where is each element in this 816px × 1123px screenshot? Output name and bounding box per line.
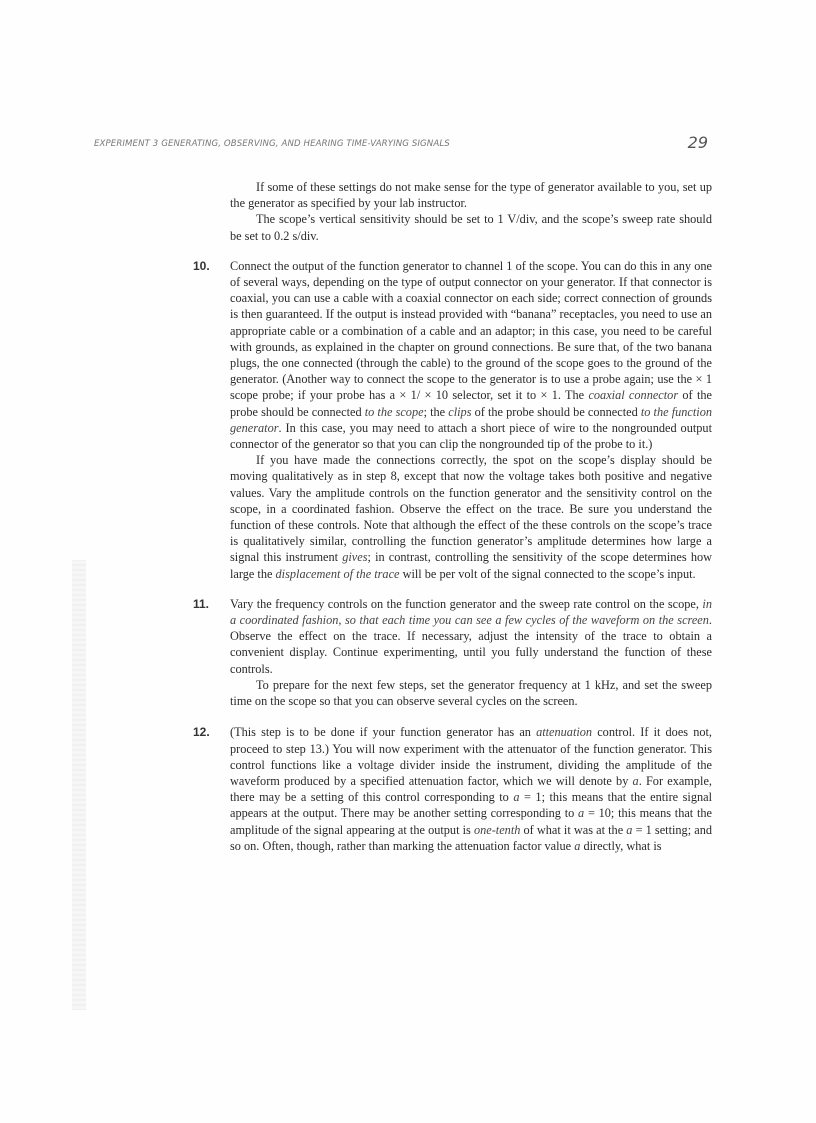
page-number: 29: [687, 133, 708, 152]
main-text: [193, 179, 712, 854]
step-number: 10.: [193, 258, 210, 273]
step-11-paragraph-2: To prepare for the next few steps, set the generator frequency at 1 kHz, and set the sweep time on the scope so that you can observe several cycles on the screen.: [230, 677, 712, 709]
italic-run: a: [574, 838, 581, 853]
text-run: (This step is to be done if your function generator has an: [230, 725, 537, 740]
step-number: 12.: [193, 725, 210, 740]
step-10: [193, 258, 712, 582]
step-12: [193, 724, 712, 854]
step-number: 11.: [193, 596, 210, 611]
page-gutter-shadow: [72, 560, 86, 1010]
text-run: of the probe should be connected: [471, 404, 641, 419]
italic-run: a: [626, 822, 633, 837]
text-run: Connect the output of the function generator to channel 1 of the scope. You can do this in any one of several ways, depending on the type of output connector on your generator. If that connector is coaxial, you can use a cable with a coaxial connector on each side; correct connection of grounds is then guaranteed. If the output is instead provided with “banana” receptacles, you need to use an appropriate cable or a combination of a cable and an adaptor; in this case, you need to be careful with grounds, as explained in the chapter on ground connections. Be sure that, of the two banana plugs, the one connected (through the cable) to the ground of the scope goes to the ground of the generator. (Another way to connect the scope to the generator is to use a probe again; use the × 1 scope probe; if your probe has a × 1/ × 10 selector, set it to × 1. The: [230, 258, 712, 403]
text-run: of what it was at the: [520, 822, 627, 837]
italic-run: a: [578, 806, 585, 821]
step-12-paragraph-1: [230, 724, 712, 854]
italic-run: attenuation: [536, 725, 593, 740]
italic-run: clips: [448, 404, 472, 419]
step-10-paragraph-1: [230, 258, 712, 452]
text-run: ; in contrast, controlling the sensitivity of the scope determines how large the: [230, 550, 712, 581]
text-run: ; the: [423, 404, 449, 419]
step-11: [193, 596, 712, 709]
text-run: of the probe should be connected: [230, 388, 712, 419]
italic-run: a: [632, 773, 639, 788]
italic-run: to the function generator: [230, 404, 712, 435]
text-run: . Observe the effect on the trace. If necessary, adjust the intensity of the trace to obtain a convenient display. Continue experimenting, until you fully understand the function of these controls.: [230, 613, 712, 676]
italic-run: gives: [342, 550, 368, 565]
italic-run: one-tenth: [473, 822, 521, 837]
italic-run: displacement of the trace: [275, 566, 400, 581]
intro-paragraph-1: If some of these settings do not make sense for the type of generator available to you, set up the generator as specified by your lab instructor.: [230, 180, 712, 211]
intro-paragraph-2: The scope’s vertical sensitivity should be set to 1 V/div, and the scope’s sweep rate should be set to 0.2 s/div.: [230, 212, 712, 243]
text-run: directly, what is: [580, 838, 662, 853]
text-run: . In this case, you may need to attach a short piece of wire to the nongrounded output connector of the generator so that you can clip the nongrounded tip of the probe to it.): [230, 420, 712, 452]
text-run: = 1; this means that the entire signal appears at the output. There may be another setting corresponding to: [230, 790, 712, 821]
step-10-paragraph-2: [230, 452, 712, 582]
step-11-paragraph-1: [230, 596, 712, 677]
italic-run: in a coordinated fashion, so that each time you can see a few cycles of the waveform on the screen: [230, 596, 712, 628]
text-run: = 10; this means that the amplitude of the signal appearing at the output is: [230, 806, 712, 837]
text-run: control. If it does not, proceed to step 13.) You will now experiment with the attenuator of the function generator. This control functions like a voltage divider inside the instrument, dividing the amplitude of the waveform produced by a specified attenuation factor, which we will denote by: [230, 725, 712, 788]
running-header: EXPERIMENT 3 GENERATING, OBSERVING, AND HEARING TIME-VARYING SIGNALS: [94, 139, 450, 149]
italic-run: a: [513, 790, 520, 805]
italic-run: to the scope: [364, 404, 424, 419]
text-run: Vary the frequency controls on the function generator and the sweep rate control on the scope,: [230, 596, 703, 611]
text-run: If you have made the connections correctly, the spot on the scope’s display should be moving qualitatively as in step 8, except that now the voltage takes both positive and negative values. Vary the amplitude controls on the function generator and the sensitivity control on the scope, in a coordinated fashion. Observe the effect on the trace. Be sure you understand the function of these controls. Note that although the effect of the these controls on the scope’s trace is qualitatively similar, controlling the function generator’s amplitude determines how large a signal this instrument: [230, 453, 712, 565]
text-run: . For example, there may be a setting of this control corresponding to: [230, 773, 712, 805]
italic-run: coaxial connector: [588, 388, 679, 403]
text-run: = 1 setting; and so on. Often, though, rather than marking the attenuation factor value: [230, 822, 712, 853]
text-run: will be per volt of the signal connected to the scope’s input.: [399, 566, 696, 581]
